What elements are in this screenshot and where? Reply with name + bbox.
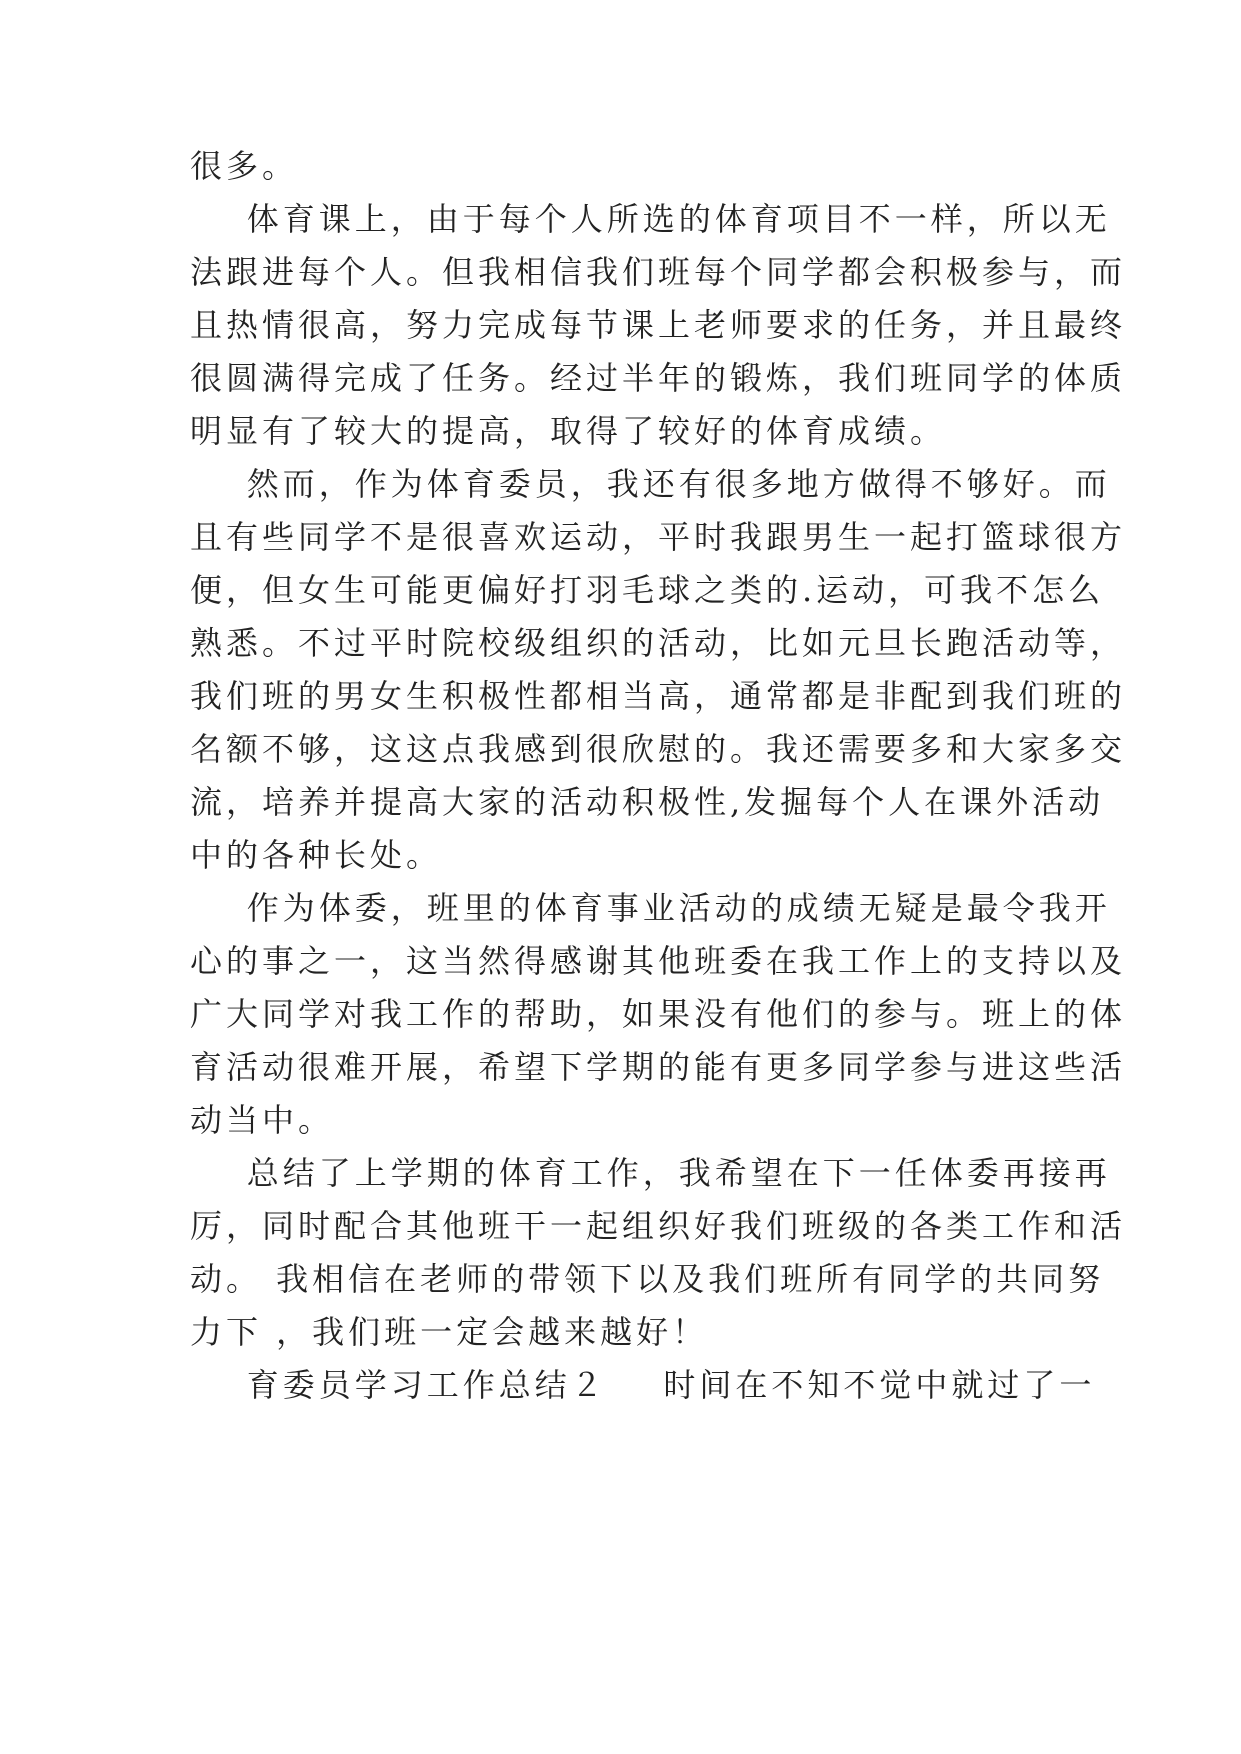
text-line: 且有些同学不是很喜欢运动，平时我跟男生一起打篮球很方 bbox=[190, 518, 1127, 556]
text-line: 育委员学习工作总结２ 时间在不知不觉中就过了一 bbox=[190, 1366, 1096, 1404]
text-line: 心的事之一，这当然得感谢其他班委在我工作上的支持以及 bbox=[190, 942, 1127, 980]
text-line: 广大同学对我工作的帮助，如果没有他们的参与。班上的体 bbox=[190, 995, 1127, 1033]
text-line: 很多。 bbox=[190, 147, 299, 185]
text-line: 明显有了较大的提高，取得了较好的体育成绩。 bbox=[190, 412, 947, 450]
text-line: 名额不够，这这点我感到很欣慰的。我还需要多和大家多交 bbox=[190, 730, 1127, 768]
text-line: 中的各种长处。 bbox=[190, 836, 443, 874]
text-line: 且热情很高，努力完成每节课上老师要求的任务，并且最终 bbox=[190, 306, 1127, 344]
text-line: 力下 ，我们班一定会越来越好！ bbox=[190, 1313, 709, 1351]
text-line: 作为体委，班里的体育事业活动的成绩无疑是最令我开 bbox=[190, 889, 1111, 927]
text-line: 很圆满得完成了任务。经过半年的锻炼，我们班同学的体质 bbox=[190, 359, 1127, 397]
text-line: 流，培养并提高大家的活动积极性,发掘每个人在课外活动 bbox=[190, 783, 1105, 821]
text-line: 法跟进每个人。但我相信我们班每个同学都会积极参与，而 bbox=[190, 253, 1127, 291]
text-line: 总结了上学期的体育工作，我希望在下一任体委再接再 bbox=[190, 1154, 1111, 1192]
text-line: 厉，同时配合其他班干一起组织好我们班级的各类工作和活 bbox=[190, 1207, 1127, 1245]
text-line: 动。 我相信在老师的带领下以及我们班所有同学的共同努 bbox=[190, 1260, 1105, 1298]
text-line: 熟悉。不过平时院校级组织的活动，比如元旦长跑活动等， bbox=[190, 624, 1127, 662]
text-line: 动当中。 bbox=[190, 1101, 335, 1139]
text-line: 便，但女生可能更偏好打羽毛球之类的.运动，可我不怎么 bbox=[190, 571, 1105, 609]
text-line: 然而，作为体育委员，我还有很多地方做得不够好。而 bbox=[190, 465, 1111, 503]
text-line: 我们班的男女生积极性都相当高，通常都是非配到我们班的 bbox=[190, 677, 1127, 715]
text-line: 育活动很难开展，希望下学期的能有更多同学参与进这些活 bbox=[190, 1048, 1127, 1086]
text-line: 体育课上，由于每个人所选的体育项目不一样，所以无 bbox=[190, 200, 1111, 238]
